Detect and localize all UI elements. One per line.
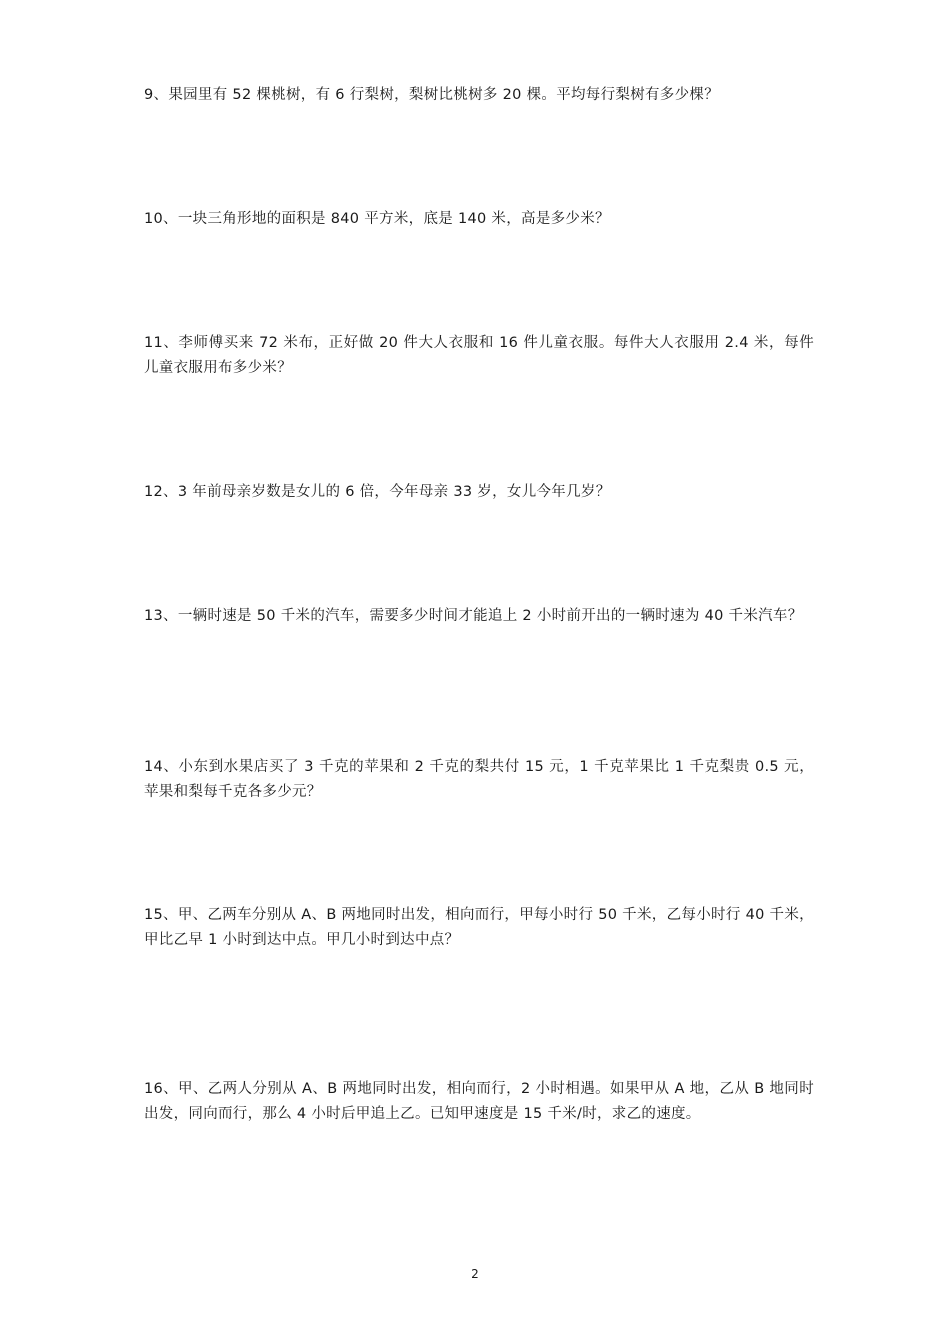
problem-10: 10、一块三角形地的面积是 840 平方米，底是 140 米，高是多少米？ — [144, 211, 610, 227]
page-number: 2 — [471, 1267, 479, 1281]
problem-15: 15、甲、乙两车分别从 A、B 两地同时出发，相向而行，甲每小时行 50 千米，乙每小时行 40 千米，甲比乙早 1 小时到达中点。甲几小时到达中点？ — [144, 907, 814, 948]
problem-16: 16、甲、乙两人分别从 A、B 两地同时出发，相向而行，2 小时相遇。如果甲从 A 地，乙从 B 地同时出发，同向而行，那么 4 小时后甲追上乙。已知甲速度是 15 千米/时，求乙的速度。 — [144, 1081, 814, 1122]
problem-9: 9、果园里有 52 棵桃树，有 6 行梨树，梨树比桃树多 20 棵。平均每行梨树有多少棵？ — [144, 87, 720, 103]
problem-12: 12、3 年前母亲岁数是女儿的 6 倍，今年母亲 33 岁，女儿今年几岁？ — [144, 484, 611, 500]
problem-11: 11、李师傅买来 72 米布，正好做 20 件大人衣服和 16 件儿童衣服。每件大人衣服用 2.4 米，每件儿童衣服用布多少米？ — [144, 335, 814, 376]
problem-13: 13、一辆时速是 50 千米的汽车，需要多少时间才能追上 2 小时前开出的一辆时速为 40 千米汽车？ — [144, 608, 803, 624]
problem-14: 14、小东到水果店买了 3 千克的苹果和 2 千克的梨共付 15 元，1 千克苹果比 1 千克梨贵 0.5 元，苹果和梨每千克各多少元？ — [144, 759, 814, 800]
